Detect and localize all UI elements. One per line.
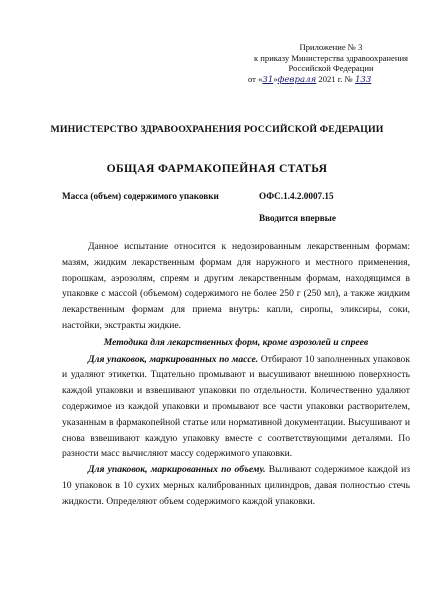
- appendix-order: к приказу Министерства здравоохранения: [253, 52, 408, 63]
- date-prefix: от «: [248, 73, 263, 84]
- section-heading: Методика для лекарственных форм, кроме аэрозолей и спреев: [103, 336, 369, 348]
- ministry-heading: МИНИСТЕРСТВО ЗДРАВООХРАНЕНИЯ РОССИЙСКОЙ ФЕДЕРАЦИИ: [50, 124, 384, 135]
- mass-paragraph-text: Отбирают 10 заполненных упаковок и удаляют этикетки. Тщательно промывают и высушивают внешнюю поверхность каждой упаковки и взвешивают упаковки по отдельности. Количественно удаляют содержимое из каждой упаковки и промывают все части упаковки растворителем, указанным в фармакопейной статье или нормативной документации. Высушивают и снова взвешивают каждую упаковку вместе с соответствующими деталями. По разности масс вычисляют массу содержимого упаковки.: [62, 353, 410, 460]
- order-number-handwritten: 133: [354, 74, 372, 85]
- document-title: ОБЩАЯ ФАРМАКОПЕЙНАЯ СТАТЬЯ: [106, 162, 328, 175]
- article-meta: [259, 191, 409, 224]
- volume-paragraph-text: Выливают содержимое каждой из 10 упаковок в 10 сухих мерных калиброванных цилиндров, давая полностью стечь жидкости. Определяют объем содержимого каждой упаковки.: [62, 464, 410, 507]
- appendix-date-line: [246, 74, 416, 86]
- mass-paragraph-lead: Для упаковок, маркированных по массе.: [88, 353, 259, 365]
- date-month-handwritten: февраля: [277, 74, 317, 85]
- date-mid: »: [273, 73, 278, 84]
- appendix-title: Приложение № 3: [299, 42, 363, 52]
- date-year: 2021 г. №: [318, 73, 353, 84]
- volume-paragraph: [62, 462, 410, 509]
- article-name: Масса (объем) содержимого упаковки: [62, 191, 219, 201]
- appendix-federation: Российской Федерации: [288, 63, 374, 74]
- mass-paragraph: [62, 352, 410, 463]
- volume-paragraph-lead: Для упаковок, маркированных по объему.: [88, 464, 266, 476]
- date-day-handwritten: 31: [262, 74, 274, 85]
- appendix-block: [246, 42, 416, 85]
- article-code: ОФС.1.4.2.0007.15: [259, 191, 334, 201]
- intro-paragraph: Данное испытание относится к недозированным лекарственным формам: мазям, жидким лекарственным формам для наружного и местного применения, порошкам, аэрозолям, спреям и другим лекарственным формам, находящимся в упаковке с массой (объемом) содержимого не более 250 г (250 мл), а также жидким лекарственным формам для приема внутрь: капли, сиропы, эликсиры, соки, настойки, экстракты жидкие.: [62, 241, 410, 331]
- article-body: [62, 239, 410, 510]
- article-status: Вводится впервые: [259, 212, 336, 223]
